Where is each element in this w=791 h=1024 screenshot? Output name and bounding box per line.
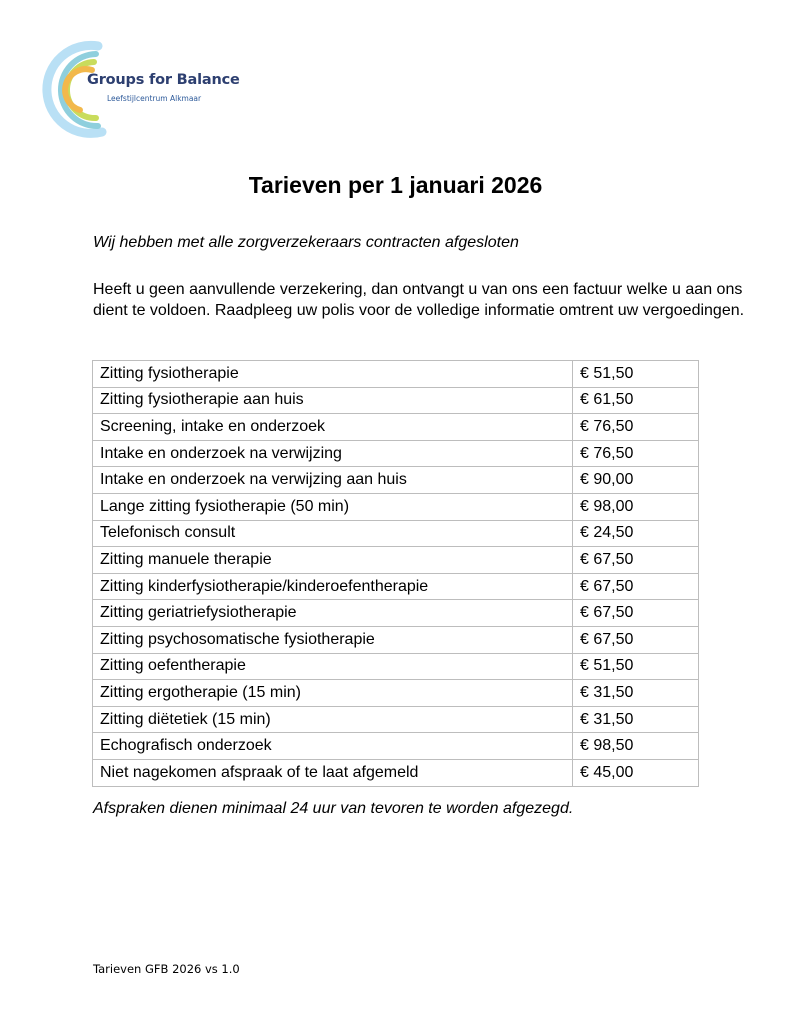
subtitle: Wij hebben met alle zorgverzekeraars contracten afgesloten (93, 234, 519, 251)
price-cell: € 98,00 (573, 493, 699, 520)
table-row (93, 653, 699, 680)
table-row (93, 493, 699, 520)
service-cell: Zitting fysiotherapie (93, 361, 573, 388)
service-cell: Lange zitting fysiotherapie (50 min) (93, 493, 573, 520)
price-cell: € 61,50 (573, 387, 699, 414)
table-row (93, 573, 699, 600)
service-cell: Zitting manuele therapie (93, 547, 573, 574)
price-cell: € 67,50 (573, 600, 699, 627)
table-row (93, 440, 699, 467)
table-row (93, 387, 699, 414)
price-cell: € 31,50 (573, 680, 699, 707)
logo-subtitle: Leefstijlcentrum Alkmaar (107, 94, 202, 103)
service-cell: Intake en onderzoek na verwijzing (93, 440, 573, 467)
footer-version: Tarieven GFB 2026 vs 1.0 (93, 962, 240, 976)
table-row (93, 547, 699, 574)
service-cell: Zitting ergotherapie (15 min) (93, 680, 573, 707)
service-cell: Zitting geriatriefysiotherapie (93, 600, 573, 627)
service-cell: Zitting diëtetiek (15 min) (93, 706, 573, 733)
service-cell: Screening, intake en onderzoek (93, 414, 573, 441)
table-row (93, 759, 699, 786)
intro-paragraph: Heeft u geen aanvullende verzekering, dan ontvangt u van ons een factuur welke u aan ons dient te voldoen. Raadpleeg uw polis voor de volledige informatie omtrent uw vergoedingen. (93, 281, 745, 319)
price-cell: € 76,50 (573, 440, 699, 467)
price-cell: € 45,00 (573, 759, 699, 786)
price-cell: € 67,50 (573, 547, 699, 574)
table-row (93, 733, 699, 760)
rates-table (92, 360, 699, 787)
table-row (93, 361, 699, 388)
service-cell: Niet nagekomen afspraak of te laat afgemeld (93, 759, 573, 786)
logo-arcs-icon (36, 40, 136, 140)
price-cell: € 24,50 (573, 520, 699, 547)
table-row (93, 467, 699, 494)
price-cell: € 98,50 (573, 733, 699, 760)
service-cell: Zitting kinderfysiotherapie/kinderoefentherapie (93, 573, 573, 600)
service-cell: Zitting psychosomatische fysiotherapie (93, 626, 573, 653)
price-cell: € 67,50 (573, 626, 699, 653)
table-row (93, 600, 699, 627)
table-row (93, 626, 699, 653)
cancellation-note: Afspraken dienen minimaal 24 uur van tevoren te worden afgezegd. (93, 800, 574, 817)
logo-name: Groups for Balance (87, 72, 240, 88)
price-cell: € 51,50 (573, 361, 699, 388)
table-row (93, 706, 699, 733)
service-cell: Zitting fysiotherapie aan huis (93, 387, 573, 414)
page-title: Tarieven per 1 januari 2026 (248, 172, 543, 198)
logo (36, 40, 240, 140)
price-cell: € 67,50 (573, 573, 699, 600)
table-row (93, 414, 699, 441)
service-cell: Zitting oefentherapie (93, 653, 573, 680)
service-cell: Telefonisch consult (93, 520, 573, 547)
price-cell: € 31,50 (573, 706, 699, 733)
price-cell: € 76,50 (573, 414, 699, 441)
service-cell: Intake en onderzoek na verwijzing aan huis (93, 467, 573, 494)
table-row (93, 680, 699, 707)
price-cell: € 90,00 (573, 467, 699, 494)
table-row (93, 520, 699, 547)
price-cell: € 51,50 (573, 653, 699, 680)
service-cell: Echografisch onderzoek (93, 733, 573, 760)
